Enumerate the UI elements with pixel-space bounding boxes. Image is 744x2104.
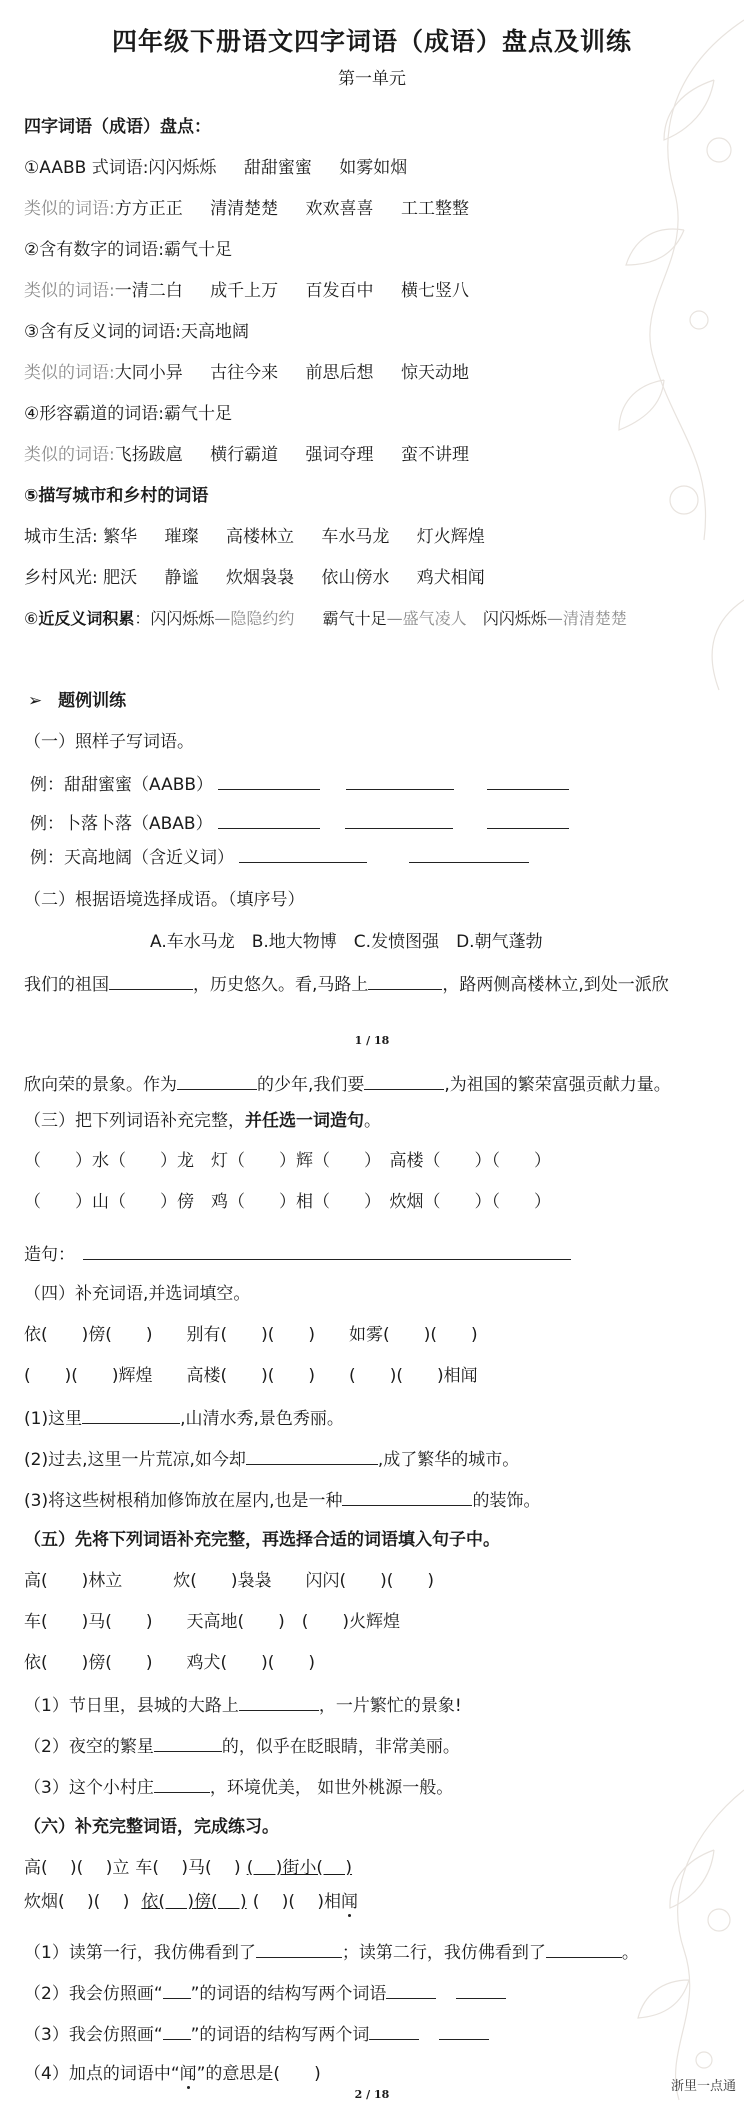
q5-row-3: 依( )傍( ) 鸡犬( )( ): [24, 1653, 316, 1673]
word: 甜甜蜜蜜: [243, 158, 312, 178]
answer-blank[interactable]: [154, 1734, 222, 1752]
heading-text: 。: [364, 1111, 381, 1131]
sentence-text: 。: [621, 1943, 639, 1963]
answer-blank[interactable]: [218, 772, 320, 790]
sentence-text: （2）我会仿照画“: [24, 1984, 163, 2004]
q3-row-1: （ ）水（ ）龙 灯（ ）辉（ ） 高楼（ ）（ ）: [24, 1151, 551, 1171]
q3-heading: [24, 1110, 381, 1132]
word: —隐隐约约: [214, 609, 295, 628]
sentence-text: (2)过去,这里一片荒凉,如今却: [24, 1450, 246, 1470]
sentence-text: 的装饰。: [472, 1491, 541, 1511]
word: 百发百中: [305, 281, 374, 301]
word: 惊天动地: [400, 363, 469, 383]
q6-row-1: [24, 1857, 352, 1879]
word: 闪闪烁烁: [150, 609, 215, 628]
q4-sentence-1: [24, 1406, 344, 1430]
word: 强词夺理: [305, 445, 374, 465]
category-2-line: ②含有数字的词语:霸气十足: [24, 240, 232, 260]
unit-title: 第一单元: [338, 69, 406, 89]
example-label: 例：天高地阔（含近义词）: [30, 848, 234, 868]
sentence-text: (3)将这些树根稍加修饰放在屋内,也是一种: [24, 1491, 343, 1511]
example-label: 例：甜甜蜜蜜（AABB）: [30, 775, 214, 795]
example-label: 例：卜落卜落（ABAB）: [30, 814, 213, 834]
word: 闪闪烁烁: [482, 609, 547, 628]
sentence-text: ，历史悠久。看,马路上: [193, 975, 369, 995]
q2-heading: （二）根据语境选择成语。（填序号）: [24, 890, 305, 910]
sentence-text: ”的词语的结构写两个词语: [190, 1984, 387, 2004]
sentence-text: ”的词语的结构写两个词: [190, 2025, 370, 2045]
city-label: 城市生活:: [24, 527, 98, 547]
answer-blank[interactable]: [256, 1940, 342, 1958]
sentence-text: （3）这个小村庄: [24, 1778, 154, 1798]
word: —盛气凌人: [386, 609, 467, 628]
answer-blank[interactable]: [439, 2022, 489, 2040]
page-number: 1 / 18: [354, 1034, 390, 1047]
answer-blank[interactable]: [369, 2022, 419, 2040]
word: 炊烟袅袅: [225, 568, 294, 588]
q6-sentence-2: [24, 1981, 506, 2005]
sentence-text: 的少年,我们要: [257, 1075, 365, 1095]
word: 繁华: [103, 527, 138, 547]
q4-sentence-2: [24, 1447, 519, 1471]
answer-blank[interactable]: [456, 1981, 506, 1999]
word: 璀璨: [164, 527, 199, 547]
q6-sentence-4: [24, 2063, 321, 2085]
answer-blank[interactable]: [487, 772, 569, 790]
sentence-text: ”的意思是( ): [196, 2064, 321, 2084]
q1-example-1: [30, 772, 569, 796]
answer-blank[interactable]: [246, 1447, 378, 1465]
category-6-colon: ：: [134, 609, 151, 628]
word: 方方正正: [114, 199, 183, 219]
answer-blank[interactable]: [163, 2022, 191, 2040]
q4-row-1: 依( )傍( ) 别有( )( ) 如雾( )( ): [24, 1325, 478, 1345]
q3-sentence-line: [24, 1242, 571, 1266]
floral-decoration: [514, 0, 744, 700]
sentence-text: ,成了繁华的城市。: [377, 1450, 520, 1470]
answer-blank[interactable]: [364, 1072, 444, 1090]
word: 车水马龙: [321, 527, 390, 547]
training-heading: [28, 690, 126, 712]
answer-blank[interactable]: [239, 845, 367, 863]
answer-blank[interactable]: [177, 1072, 257, 1090]
sentence-text: （2）夜空的繁星: [24, 1737, 154, 1757]
answer-blank[interactable]: [163, 1981, 191, 1999]
sentence-text: ，一片繁忙的景象!: [318, 1696, 462, 1716]
word: 飞扬跋扈: [114, 445, 183, 465]
q5-sentence-3: [24, 1775, 453, 1799]
sentence-text: 我们的祖国: [24, 975, 109, 995]
q6-heading: （六）补充完整词语，完成练习。: [24, 1817, 279, 1837]
village-words-line: [24, 567, 485, 589]
answer-blank[interactable]: [239, 1693, 319, 1711]
q6-row-2: [24, 1891, 358, 1913]
category-1-line: [24, 157, 407, 179]
document-title: 四年级下册语文四字词语（成语）盘点及训练: [111, 27, 632, 56]
sentence-text: （1）节日里，县城的大路上: [24, 1696, 239, 1716]
sentence-text: ；读第二行，我仿佛看到了: [341, 1943, 546, 1963]
page-number: 2 / 18: [354, 2088, 390, 2101]
sentence-label: 造句：: [24, 1245, 75, 1265]
word: 高楼林立: [225, 527, 294, 547]
heading-bold-text: 并任选一词造句: [245, 1111, 364, 1131]
answer-blank[interactable]: [409, 845, 529, 863]
q3-row-2: （ ）山（ ）傍 鸡（ ）相（ ） 炊烟（ ）（ ）: [24, 1192, 551, 1212]
answer-blank[interactable]: [487, 811, 569, 829]
answer-blank[interactable]: [386, 1981, 436, 1999]
sentence-text: ,山清水秀,景色秀丽。: [180, 1409, 344, 1429]
word: 欢欢喜喜: [305, 199, 374, 219]
village-label: 乡村风光:: [24, 568, 98, 588]
word: 工工整整: [400, 199, 469, 219]
arrow-bullet-icon: ➢: [28, 691, 43, 711]
category-3-line: ③含有反义词的词语:天高地阔: [24, 322, 249, 342]
fill-word: 车( )马( ): [135, 1858, 241, 1878]
similar-label: 类似的词语:: [24, 445, 115, 465]
category-1-label: ①AABB 式词语:闪闪烁烁: [24, 158, 217, 178]
category-6-line: [24, 608, 627, 630]
word: 横七竖八: [400, 281, 469, 301]
city-words-line: [24, 526, 485, 548]
similar-1-line: [24, 198, 469, 220]
category-6-number: ⑥: [24, 609, 39, 628]
sentence-text: ，路两侧高楼林立,到处一派欣: [442, 975, 669, 995]
q4-row-2: ( )( )辉煌 高楼( )( ) ( )( )相闻: [24, 1366, 478, 1386]
answer-blank[interactable]: [346, 772, 454, 790]
word: 蛮不讲理: [400, 445, 469, 465]
q4-heading: （四）补充词语,并选词填空。: [24, 1284, 251, 1304]
similar-label: 类似的词语:: [24, 199, 115, 219]
sentence-text: ，环境优美， 如世外桃源一般。: [209, 1778, 454, 1798]
word: 静谧: [164, 568, 199, 588]
answer-blank[interactable]: [368, 972, 442, 990]
word: —清清楚楚: [546, 609, 627, 628]
sentence-text: （3）我会仿照画“: [24, 2025, 163, 2045]
word: 成千上万: [210, 281, 279, 301]
similar-label: 类似的词语:: [24, 363, 115, 383]
sentence-text: 欣向荣的景象。作为: [24, 1075, 177, 1095]
training-heading-text: 题例训练: [58, 691, 127, 711]
q6-sentence-3: [24, 2022, 489, 2046]
word: 大同小异: [114, 363, 183, 383]
dotted-character: 闻: [179, 2064, 197, 2084]
fill-word: 高( )( )立: [24, 1858, 130, 1878]
q5-sentence-1: [24, 1693, 462, 1717]
q4-sentence-3: [24, 1488, 540, 1512]
answer-blank[interactable]: [83, 1242, 571, 1260]
sentence-text: (1)这里: [24, 1409, 83, 1429]
word: 霸气十足: [322, 609, 387, 628]
q2-sentence-1: [24, 972, 669, 996]
q2-options: A.车水马龙 B.地大物博 C.发愤图强 D.朝气蓬勃: [150, 932, 543, 952]
q5-row-2: 车( )马( ) 天高地( ) ( )火辉煌: [24, 1612, 401, 1632]
word: 如雾如烟: [339, 158, 408, 178]
underlined-word: ( )街小( ): [246, 1858, 353, 1878]
answer-blank[interactable]: [218, 811, 320, 829]
similar-4-line: [24, 444, 469, 466]
answer-blank[interactable]: [154, 1775, 210, 1793]
answer-blank[interactable]: [345, 811, 453, 829]
fill-word: ( )( )相: [252, 1892, 342, 1912]
dotted-character: 闻: [341, 1892, 359, 1912]
word: 古往今来: [210, 363, 279, 383]
sentence-text: （1）读第一行，我仿佛看到了: [24, 1943, 256, 1963]
fill-word: 炊烟( )( ): [24, 1892, 130, 1912]
underlined-word: 依( )傍( ): [141, 1892, 247, 1912]
answer-blank[interactable]: [109, 972, 193, 990]
inventory-heading: 四字词语（成语）盘点：: [24, 117, 211, 137]
q5-sentence-2: [24, 1734, 460, 1758]
similar-3-line: [24, 362, 469, 384]
answer-blank[interactable]: [82, 1406, 180, 1424]
answer-blank[interactable]: [342, 1488, 472, 1506]
q1-example-2: [30, 811, 569, 835]
q1-heading: （一）照样子写词语。: [24, 732, 194, 752]
sentence-text: ,为祖国的繁荣富强贡献力量。: [444, 1075, 671, 1095]
category-6-heading: 近反义词积累: [38, 609, 135, 628]
similar-2-line: [24, 280, 469, 302]
word: 横行霸道: [210, 445, 279, 465]
category-5-heading: ⑤描写城市和乡村的词语: [24, 486, 209, 506]
q2-sentence-2: [24, 1072, 671, 1096]
page-2: [0, 1060, 744, 2104]
word: 前思后想: [305, 363, 374, 383]
word: 灯火辉煌: [416, 527, 485, 547]
q5-row-1: 高( )林立 炊( )袅袅 闪闪( )( ): [24, 1571, 435, 1591]
q5-heading: （五）先将下列词语补充完整，再选择合适的词语填入句子中。: [24, 1530, 500, 1550]
sentence-text: （4）加点的词语中“: [24, 2064, 180, 2084]
q1-example-3: [30, 845, 529, 869]
sentence-text: 的，似乎在眨眼睛，非常美丽。: [221, 1737, 460, 1757]
similar-label: 类似的词语:: [24, 281, 115, 301]
word: 依山傍水: [321, 568, 390, 588]
word: 肥沃: [103, 568, 138, 588]
word: 一清二白: [114, 281, 183, 301]
watermark-text: 浙里一点通: [670, 2079, 736, 2094]
category-4-line: ④形容霸道的词语:霸气十足: [24, 404, 232, 424]
word: 清清楚楚: [210, 199, 279, 219]
word: 鸡犬相闻: [416, 568, 485, 588]
q6-sentence-1: [24, 1940, 639, 1964]
heading-text: （三）把下列词语补充完整，: [24, 1111, 245, 1131]
answer-blank[interactable]: [546, 1940, 622, 1958]
